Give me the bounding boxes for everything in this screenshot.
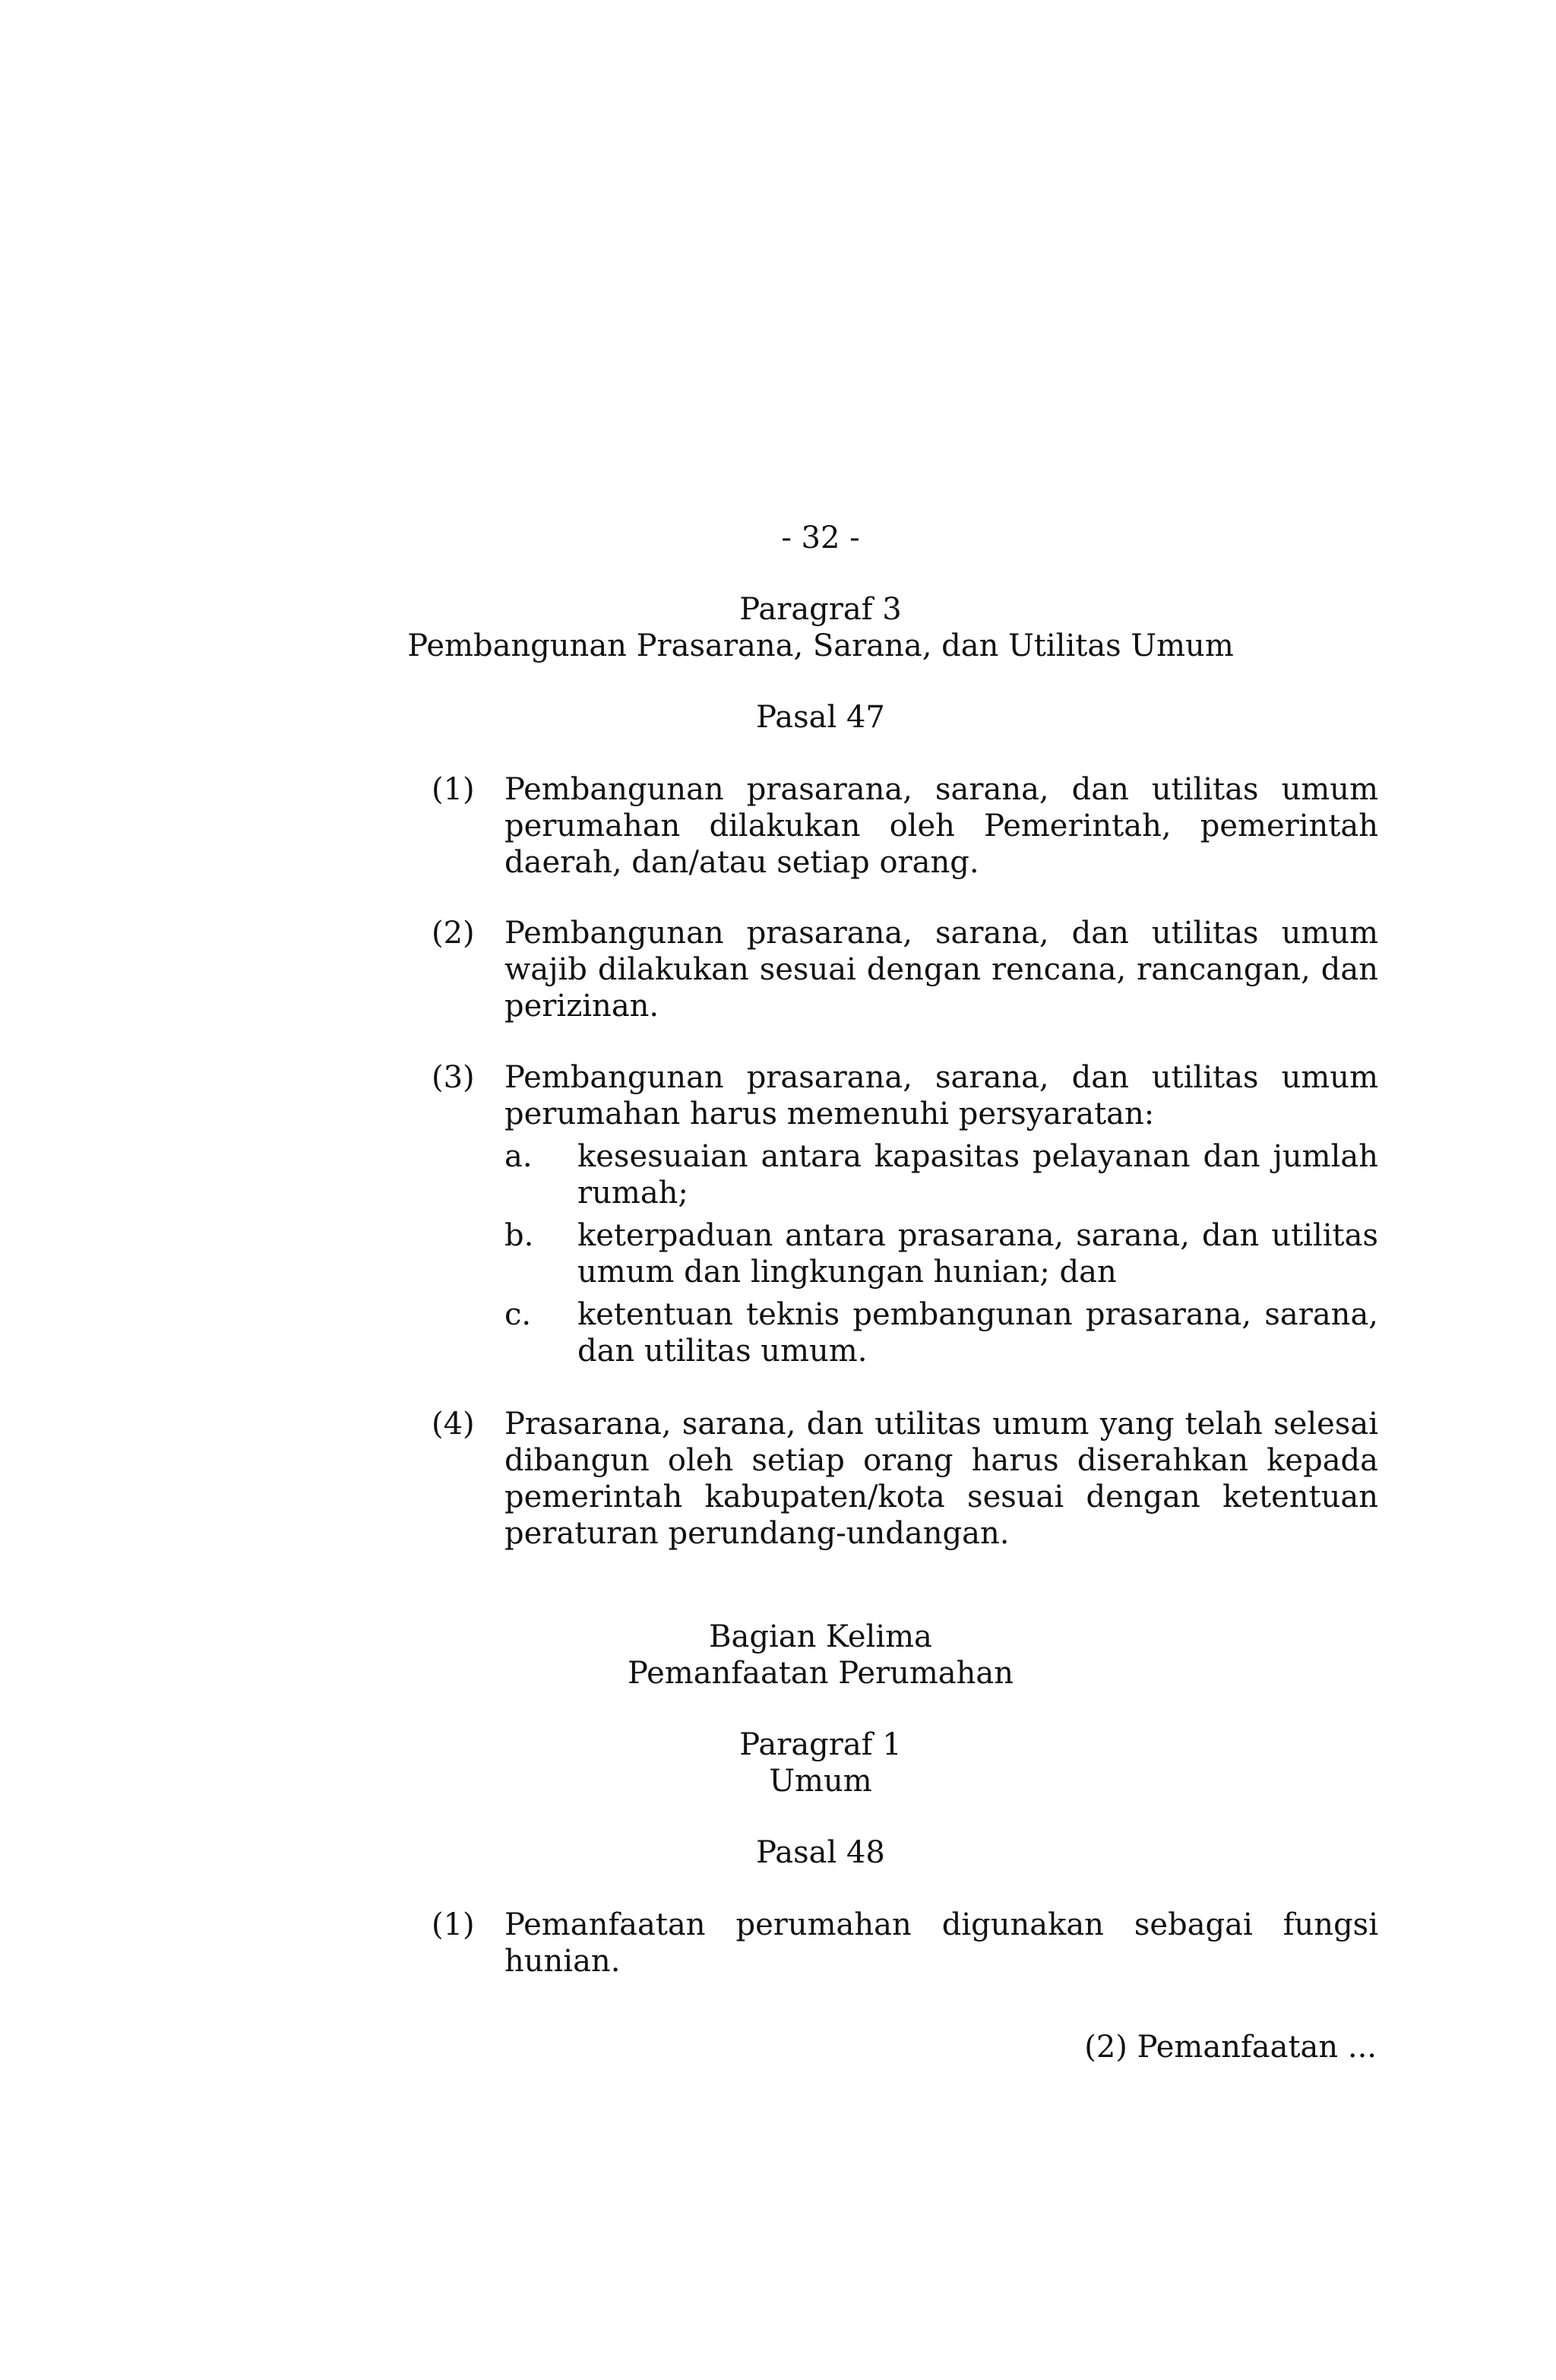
item-number: (2) [432, 916, 475, 951]
paragraf-title: Pembangunan Prasarana, Sarana, dan Utilitas Umum [407, 628, 1234, 663]
item-text: Pembangunan prasarana, sarana, dan utilitas umum perumahan harus memenuhi persyaratan: [504, 1060, 1378, 1131]
paragraf-heading: Paragraf 3 [739, 592, 902, 627]
sub-item-letter: c. [504, 1297, 532, 1332]
bagian-title: Pemanfaatan Perumahan [627, 1656, 1014, 1691]
item-number: (4) [432, 1407, 475, 1442]
next-page-cue: (2) Pemanfaatan ... [1084, 2030, 1377, 2065]
sub-item-letter: b. [504, 1218, 534, 1253]
sub-item [504, 1296, 1378, 1369]
page-number: - 32 - [781, 521, 860, 555]
paragraf-title: Umum [769, 1764, 872, 1799]
item-text: Pemanfaatan perumahan digunakan sebagai fungsi hunian. [504, 1907, 1378, 1979]
sub-item [504, 1138, 1378, 1211]
sub-item-text: ketentuan teknis pembangunan prasarana, sarana, dan utilitas umum. [577, 1297, 1378, 1369]
sub-item-text: kesesuaian antara kapasitas pelayanan dan jumlah rumah; [577, 1139, 1378, 1211]
bagian-heading: Bagian Kelima [709, 1619, 932, 1654]
sub-item [504, 1217, 1378, 1290]
item-text: Pembangunan prasarana, sarana, dan utilitas umum wajib dilakukan sesuai dengan rencana, rancangan, dan perizinan. [504, 916, 1378, 1024]
sub-item-text: keterpaduan antara prasarana, sarana, dan utilitas umum dan lingkungan hunian; dan [577, 1218, 1378, 1290]
article-item [432, 1059, 1378, 1369]
article-item [432, 1406, 1378, 1552]
sub-item-letter: a. [504, 1139, 533, 1174]
paragraf-heading: Paragraf 1 [739, 1727, 902, 1762]
article-item [432, 915, 1378, 1024]
item-text: Pembangunan prasarana, sarana, dan utilitas umum perumahan dilakukan oleh Pemerintah, pemerintah daerah, dan/atau setiap orang. [504, 772, 1378, 880]
pasal-heading: Pasal 48 [756, 1835, 885, 1870]
item-text: Prasarana, sarana, dan utilitas umum yang telah selesai dibangun oleh setiap orang harus diserahkan kepada pemerintah kabupaten/kota sesuai dengan ketentuan peraturan perundang-undangan. [504, 1407, 1378, 1551]
article-item [432, 1907, 1378, 1980]
item-number: (3) [432, 1060, 475, 1095]
article-item [432, 771, 1378, 881]
item-number: (1) [432, 772, 475, 807]
pasal-heading: Pasal 47 [756, 700, 885, 735]
item-number: (1) [432, 1907, 475, 1942]
